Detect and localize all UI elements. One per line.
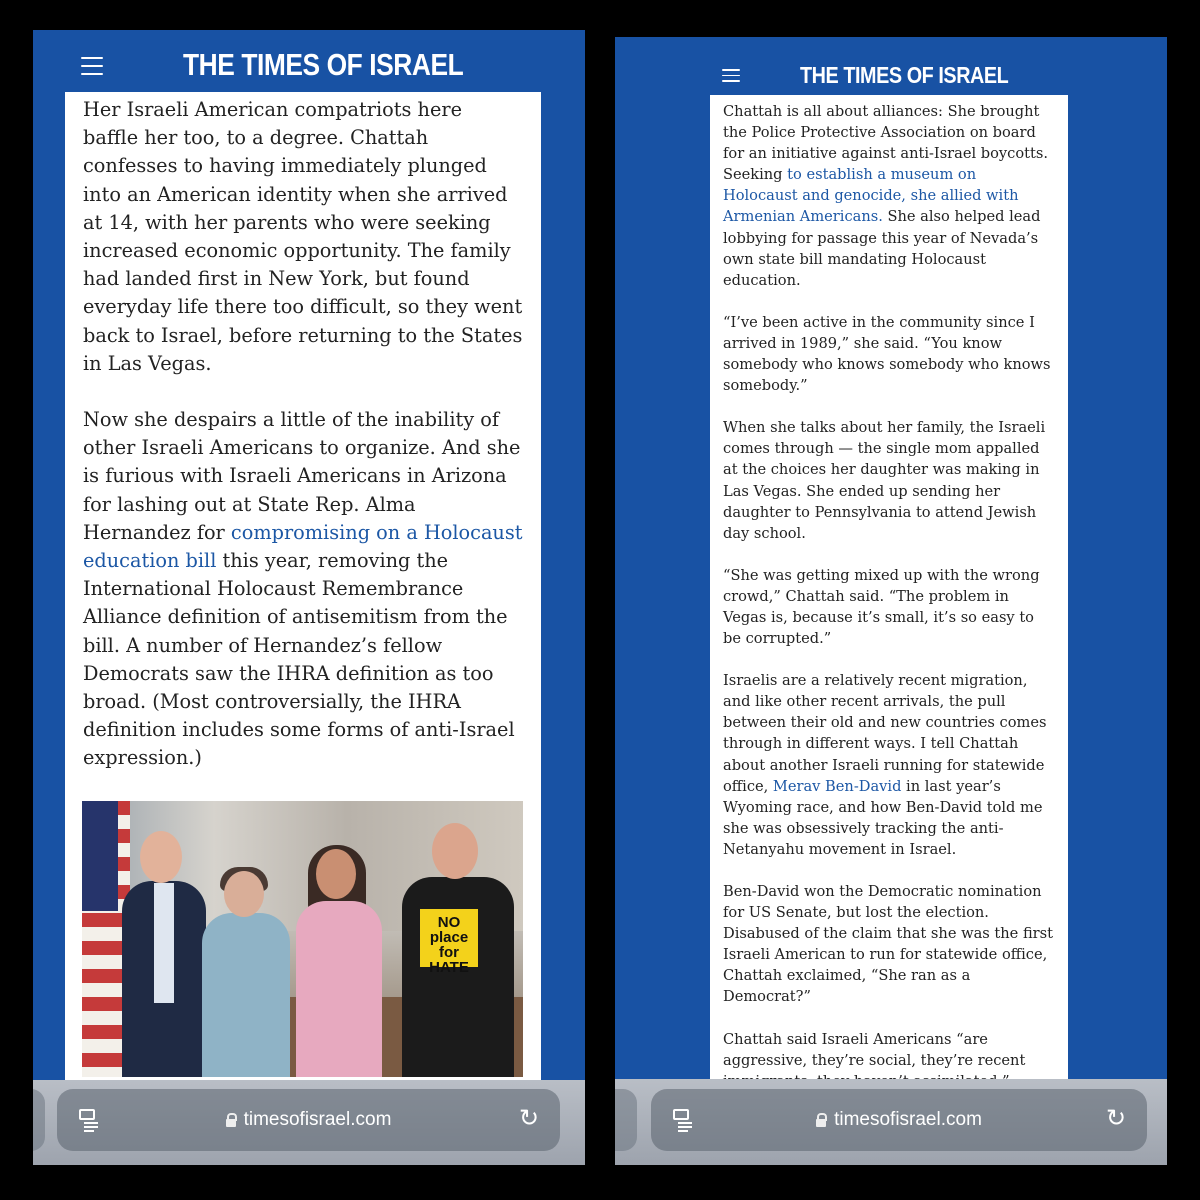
article-paragraph: “She was getting mixed up with the wrong crowd,” Chattah said. “The problem in Vegas is, because it’s small, it’s so easy to be corrupted.”	[723, 566, 1040, 648]
right-screenshot	[615, 37, 1167, 1165]
site-header	[33, 30, 585, 92]
site-logo[interactable]: THE TIMES OF ISRAEL	[800, 62, 1009, 88]
article-content	[65, 92, 541, 1082]
article-paragraph: “I’ve been active in the community since I arrived in 1989,” she said. “You know somebody who knows somebody who knows somebody.”	[723, 313, 1051, 395]
article-paragraph: Chattah said Israeli Americans “are aggressive, they’re social, they’re recent	[723, 1030, 1026, 1069]
shirt-print: NO place for HATE	[420, 909, 478, 967]
address-bar[interactable]	[651, 1089, 1147, 1151]
menu-icon[interactable]	[722, 69, 740, 83]
site-header	[615, 37, 1167, 99]
previous-tab[interactable]	[33, 1089, 45, 1151]
reload-icon[interactable]: ↻	[518, 1104, 540, 1132]
article-paragraph: Her Israeli American compatriots here baffle her too, to a degree. Chattah confesses to having immediately plunged into an American identity when she arrived at 14, with her parents who were seeking increased economic opportunity. The family had landed first in New York, but found everyday life there too difficult, so they went back to Israel, before returning to the States in Las Vegas.	[83, 98, 523, 375]
previous-tab[interactable]	[615, 1089, 637, 1151]
article-paragraph: Ben-David won the Democratic nomination for US Senate, but lost the election. Disabused of the claim that she was the first Israeli American to run for statewide office, Chattah exclaimed, “She ran as a Democrat?”	[723, 883, 1054, 1006]
lock-icon	[226, 1113, 236, 1126]
url-text[interactable]: timesofisrael.com	[57, 1109, 560, 1131]
left-screenshot	[33, 30, 585, 1165]
merav-ben-david-link[interactable]: Merav Ben-David	[772, 777, 902, 795]
museum-link[interactable]: to establish a museum on Holocaust and genocide, she allied with Armenian Americans.	[723, 166, 1019, 226]
article-paragraph: When she talks about her family, the Israeli comes through — the single mom appalled at the choices her daughter was making in Las Vegas. She ended up sending her daughter to Pennsylvania to attend Jewish day school.	[723, 419, 1046, 542]
article-paragraph: Now she despairs a little of the inability of other Israeli Americans to organize. And she is furious with Israeli Americans in Arizona for lashing out at State Rep. Alma Hernandez for compromising on a Holocaust education bill this year, removing the International Holocaust Remembrance Alliance definition of antisemitism from the bill. A number of Hernandez’s fellow Democrats saw the IHRA definition as too broad. (Most controversially, the IHRA definition includes some forms of anti-Israel expression.)	[83, 408, 523, 770]
lock-icon	[816, 1113, 826, 1126]
article-paragraph: Israelis are a relatively recent migration, and like other recent arrivals, the pull between their old and new countries comes through in different ways. I tell Chattah about another Israeli running for statewide office, Merav Ben-David in last year’s Wyoming race, and how Ben-David told me she was obsessively tracking the anti-Netanyahu movement in Israel.	[723, 672, 1047, 858]
url-text[interactable]: timesofisrael.com	[651, 1109, 1147, 1131]
article-photo[interactable]	[82, 801, 523, 1077]
holocaust-bill-link[interactable]: compromising on a Holocaust education bill	[83, 520, 523, 573]
article-content	[710, 95, 1068, 1095]
address-bar[interactable]	[57, 1089, 560, 1151]
reload-icon[interactable]: ↻	[1105, 1104, 1127, 1132]
article-paragraph: Chattah is all about alliances: She brought the Police Protective Association on board for an initiative against anti-Israel boycotts. Seeking to establish a museum on Holocaust and genocide, she allied with Armenian Americans. She also helped lead lobbying for passage this year of Nevada’s own state bill mandating Holocaust education.	[723, 103, 1048, 289]
site-logo[interactable]: THE TIMES OF ISRAEL	[183, 47, 464, 82]
menu-icon[interactable]	[81, 57, 103, 75]
